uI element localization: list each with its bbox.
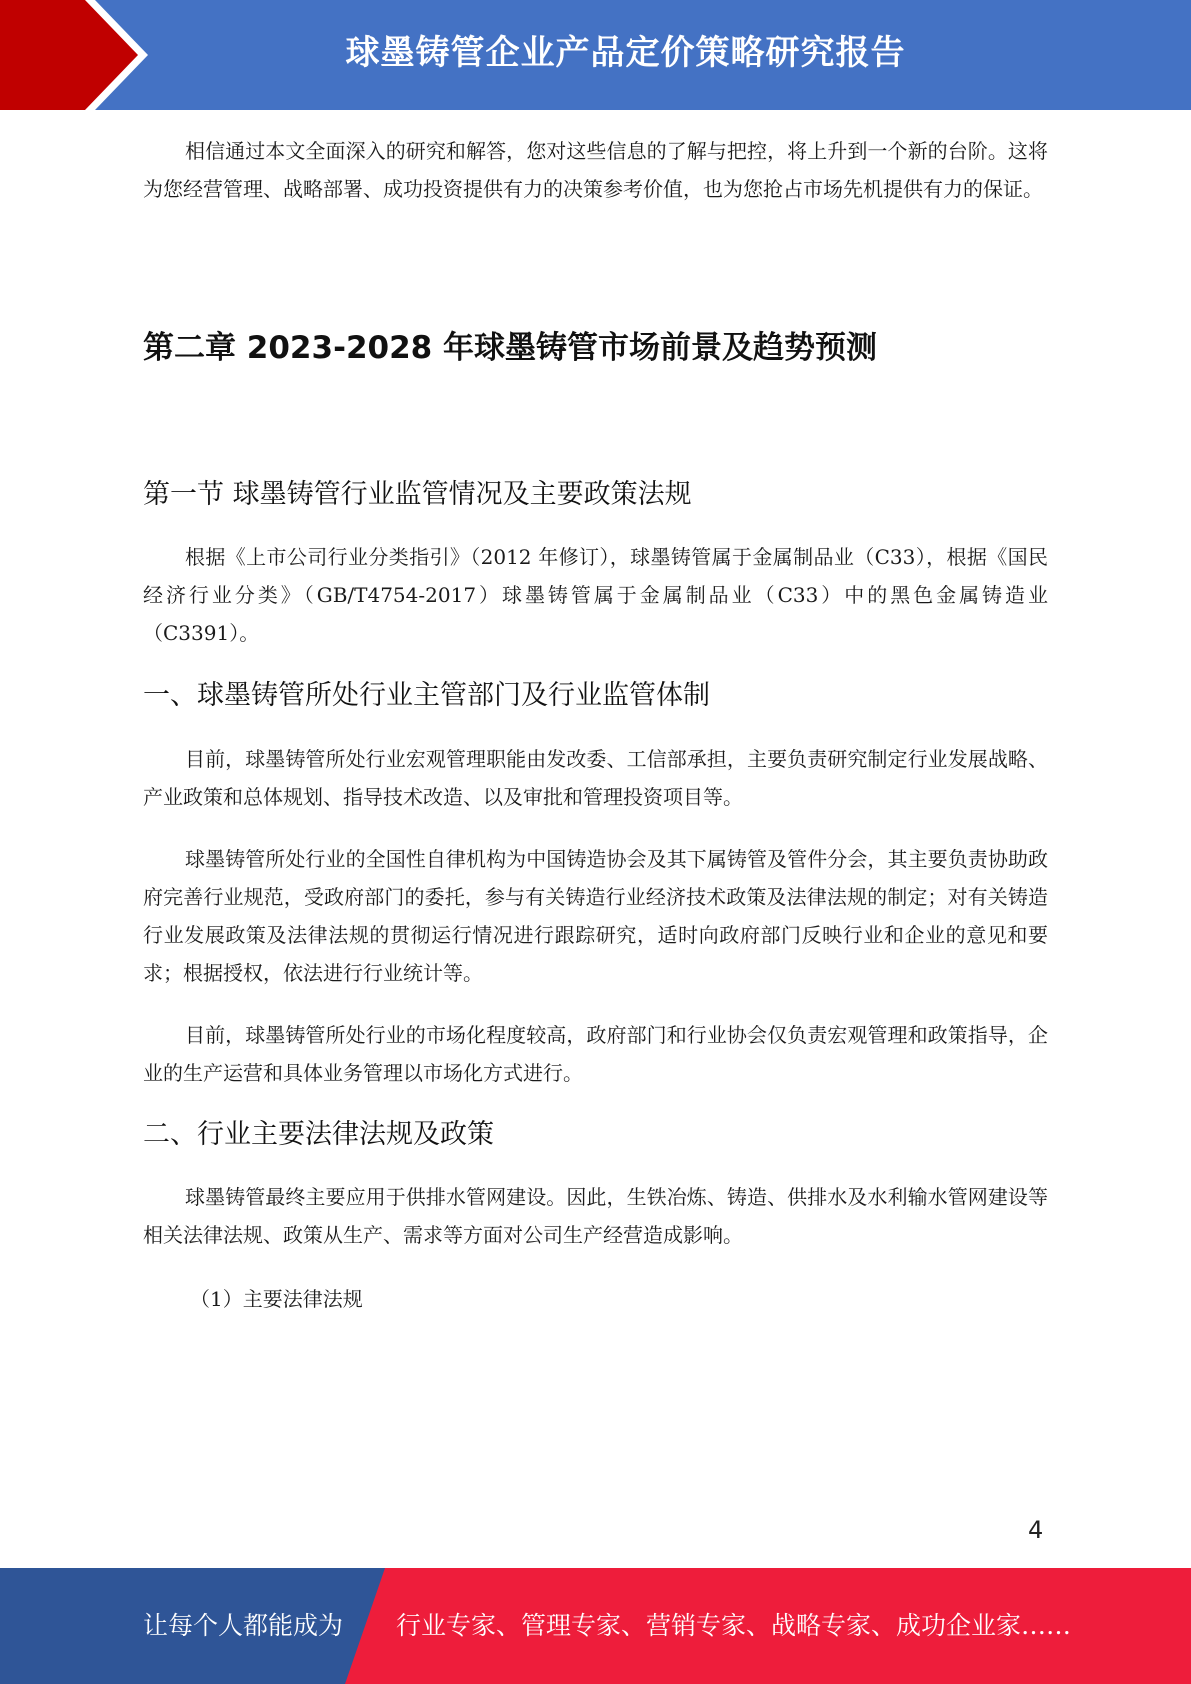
section-title: 第一节 球墨铸管行业监管情况及主要政策法规 bbox=[143, 479, 692, 510]
list-item-laws: （1）主要法律法规 bbox=[190, 1287, 363, 1311]
intro-paragraph: 相信通过本文全面深入的研究和解答，您对这些信息的了解与把控，将上升到一个新的台阶。这将为您经营管理、战略部署、成功投资提供有力的决策参考价值，也为您抢占市场先机提供有力的保证。 bbox=[143, 139, 1048, 201]
subsection-title-1: 一、球墨铸管所处行业主管部门及行业监管体制 bbox=[143, 680, 710, 711]
report-title: 球墨铸管企业产品定价策略研究报告 bbox=[345, 33, 906, 73]
body-paragraph: 球墨铸管最终主要应用于供排水管网建设。因此，生铁冶炼、铸造、供排水及水利输水管网建设等相关法律法规、政策从生产、需求等方面对公司生产经营造成影响。 bbox=[143, 1185, 1048, 1247]
footer-slogan-right: 行业专家、管理专家、营销专家、战略专家、成功企业家…… bbox=[396, 1611, 1072, 1640]
section-intro-block bbox=[143, 538, 1048, 652]
footer-slogan-left: 让每个人都能成为 bbox=[143, 1611, 344, 1640]
body-paragraph: 目前，球墨铸管所处行业宏观管理职能由发改委、工信部承担，主要负责研究制定行业发展战略、产业政策和总体规划、指导技术改造、以及审批和管理投资项目等。 bbox=[143, 747, 1048, 809]
subsection-title-2: 二、行业主要法律法规及政策 bbox=[143, 1119, 494, 1150]
subsection-1-para-2-block bbox=[143, 840, 1048, 992]
body-paragraph: 目前，球墨铸管所处行业的市场化程度较高，政府部门和行业协会仅负责宏观管理和政策指导，企业的生产运营和具体业务管理以市场化方式进行。 bbox=[143, 1023, 1048, 1085]
page-number: 4 bbox=[1028, 1516, 1044, 1544]
subsection-1-para-1-block bbox=[143, 740, 1048, 816]
page-footer bbox=[0, 1568, 1191, 1684]
subsection-1-para-3-block bbox=[143, 1016, 1048, 1092]
subsection-2-para-block bbox=[143, 1178, 1048, 1254]
body-paragraph: 球墨铸管所处行业的全国性自律机构为中国铸造协会及其下属铸管及管件分会，其主要负责协助政府完善行业规范，受政府部门的委托，参与有关铸造行业经济技术政策及法律法规的制定；对有关铸造行业发展政策及法律法规的贯彻运行情况进行跟踪研究，适时向政府部门反映行业和企业的意见和要求；根据授权，依法进行行业统计等。 bbox=[143, 847, 1048, 985]
section-paragraph: 根据《上市公司行业分类指引》（2012 年修订），球墨铸管属于金属制品业（C33），根据《国民经济行业分类》（GB/T4754-2017）球墨铸管属于金属制品业（C33）中的黑色金属铸造业（C3391）。 bbox=[143, 545, 1048, 645]
page-header bbox=[0, 0, 1191, 110]
intro-block bbox=[143, 132, 1048, 208]
chapter-title: 第二章 2023-2028 年球墨铸管市场前景及趋势预测 bbox=[143, 330, 878, 366]
